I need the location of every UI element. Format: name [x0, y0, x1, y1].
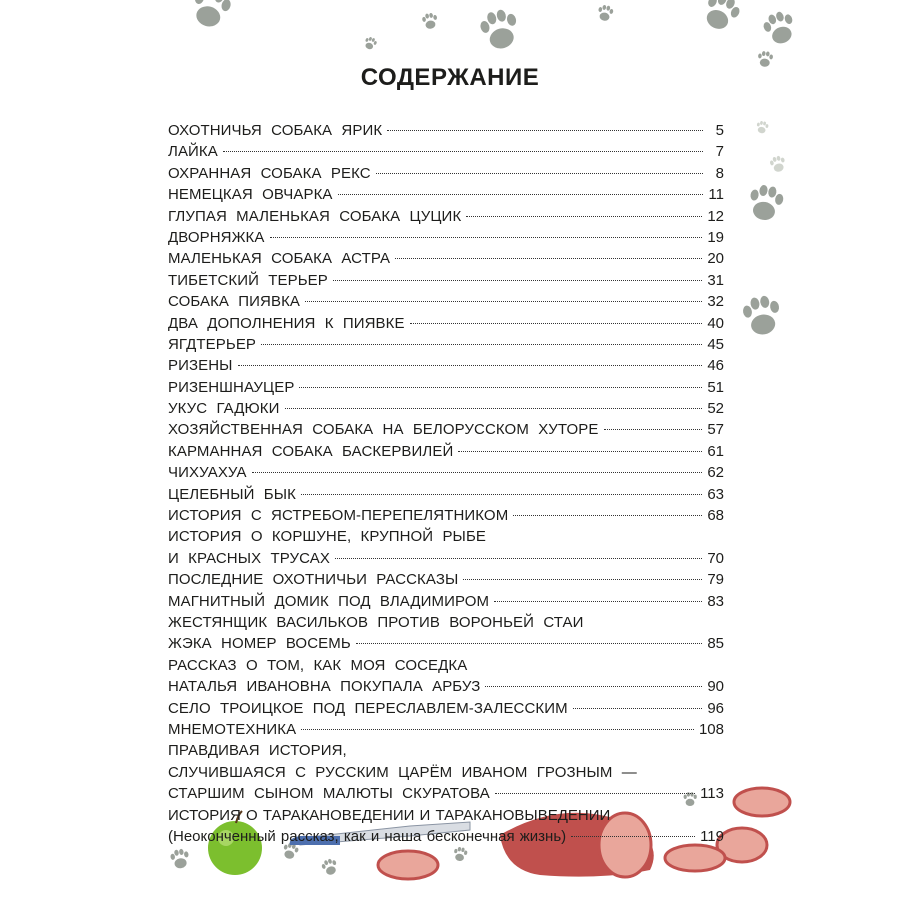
- toc-page-number: 68: [707, 507, 724, 525]
- toc-line: [168, 355, 724, 376]
- toc-line: [168, 120, 724, 141]
- toc-page-number: 51: [707, 378, 724, 396]
- toc-entry: [168, 355, 724, 376]
- toc-page-number: 40: [707, 314, 724, 332]
- toc-entry-title: ДВОРНЯЖКА: [168, 228, 265, 246]
- toc-entry-title: СТАРШИМ СЫНОМ МАЛЮТЫ СКУРАТОВА: [168, 785, 490, 803]
- toc-line: [168, 248, 724, 269]
- toc-page-number: 62: [707, 464, 724, 482]
- toc-entry-title: ЯГДТЕРЬЕР: [168, 335, 257, 353]
- toc-page-number: 57: [707, 421, 724, 439]
- dot-leader: [301, 729, 694, 730]
- toc-entry-title: МНЕМОТЕХНИКА: [168, 720, 297, 738]
- toc-line: [168, 141, 724, 162]
- toc-line: [168, 783, 724, 804]
- toc-page-number: 19: [707, 228, 724, 246]
- toc-entry: [168, 398, 724, 419]
- toc-page-number: 7: [715, 143, 724, 161]
- toc-entry-title: ЧИХУАХУА: [168, 464, 247, 482]
- toc-page-number: 31: [707, 271, 724, 289]
- toc-page-number: 12: [707, 207, 724, 225]
- dot-leader: [261, 344, 702, 345]
- dot-leader: [356, 643, 703, 644]
- dot-leader: [335, 558, 702, 559]
- paw-print-icon: [320, 857, 339, 877]
- toc-page-number: 96: [707, 699, 724, 717]
- toc-line: [168, 462, 724, 483]
- dot-leader: [395, 258, 702, 259]
- paw-print-icon: [477, 6, 522, 52]
- toc-line: [168, 441, 724, 462]
- toc-page-number: 20: [707, 250, 724, 268]
- paw-print-icon: [597, 4, 614, 22]
- toc-page-number: 90: [707, 678, 724, 696]
- toc-page-number: 11: [708, 186, 724, 204]
- toc-entry: [168, 141, 724, 162]
- toc-entry-title: ЛАЙКА: [168, 143, 218, 161]
- dot-leader: [604, 429, 703, 430]
- paw-print-icon: [760, 8, 799, 47]
- dot-leader: [513, 515, 702, 516]
- dot-leader: [285, 408, 703, 409]
- toc-line: [168, 612, 724, 633]
- toc-entry: [168, 441, 724, 462]
- dot-leader: [495, 793, 695, 794]
- toc-page-number: 61: [707, 442, 724, 460]
- dot-leader: [333, 280, 702, 281]
- toc-entry-title: РАССКАЗ О ТОМ, КАК МОЯ СОСЕДКА: [168, 656, 468, 674]
- toc-entry: [168, 805, 724, 848]
- toc-entry-title: ДВА ДОПОЛНЕНИЯ К ПИЯВКЕ: [168, 314, 405, 332]
- toc-entry: [168, 377, 724, 398]
- toc-line: [168, 206, 724, 227]
- toc-line: [168, 526, 724, 547]
- toc-page-number: 45: [707, 335, 724, 353]
- toc-entry-title: РИЗЕНЫ: [168, 357, 233, 375]
- toc-entry: [168, 484, 724, 505]
- toc-line: [168, 227, 724, 248]
- toc-entry-title: (Неоконченный рассказ, как и наша бесконечная жизнь): [168, 827, 567, 845]
- toc-page-number: 5: [715, 122, 724, 139]
- toc-entry: [168, 163, 724, 184]
- toc-entry-title: ОХОТНИЧЬЯ СОБАКА ЯРИК: [168, 122, 383, 139]
- paw-print-icon: [756, 120, 769, 134]
- paw-print-icon: [699, 0, 743, 35]
- toc-entry: [168, 505, 724, 526]
- toc-entry-title: РИЗЕНШНАУЦЕР: [168, 378, 295, 396]
- toc-entry-title: СЛУЧИВШАЯСЯ С РУССКИМ ЦАРЁМ ИВАНОМ ГРОЗНЫМ —: [168, 763, 637, 781]
- toc-line: [168, 740, 724, 761]
- paw-print-icon: [453, 846, 468, 862]
- dot-leader: [301, 494, 702, 495]
- dot-leader: [458, 451, 702, 452]
- toc-line: [168, 377, 724, 398]
- toc-line: [168, 505, 724, 526]
- toc-line: [168, 655, 724, 676]
- toc-entry-title: ТИБЕТСКИЙ ТЕРЬЕР: [168, 271, 328, 289]
- toc-entry: [168, 227, 724, 248]
- toc-line: [168, 569, 724, 590]
- toc-entry-title: УКУС ГАДЮКИ: [168, 400, 280, 418]
- toc-page-number: 70: [707, 549, 724, 567]
- toc-page-number: 8: [715, 164, 724, 182]
- toc-entry: [168, 334, 724, 355]
- toc-entry: [168, 206, 724, 227]
- toc-entry-title: ПОСЛЕДНИЕ ОХОТНИЧЬИ РАССКАЗЫ: [168, 571, 459, 589]
- toc-line: [168, 719, 724, 740]
- toc-entry-title: КАРМАННАЯ СОБАКА БАСКЕРВИЛЕЙ: [168, 442, 454, 460]
- paw-print-icon: [747, 183, 785, 223]
- dot-leader: [387, 130, 703, 131]
- toc-line: [168, 484, 724, 505]
- dot-leader: [410, 323, 703, 324]
- toc-line: [168, 633, 724, 654]
- toc-line: [168, 419, 724, 440]
- toc-entry-title: МАЛЕНЬКАЯ СОБАКА АСТРА: [168, 250, 391, 268]
- toc-entry-title: ИСТОРИЯ С ЯСТРЕБОМ-ПЕРЕПЕЛЯТНИКОМ: [168, 507, 509, 525]
- toc-line: [168, 762, 724, 783]
- toc-line: [168, 398, 724, 419]
- toc-entry: [168, 569, 724, 590]
- toc-entry: [168, 419, 724, 440]
- toc-line: [168, 548, 724, 569]
- dot-leader: [305, 301, 702, 302]
- toc-entry: [168, 655, 724, 698]
- toc-entry-title: ИСТОРИЯ О ТАРАКАНОВЕДЕНИИ И ТАРАКАНОВЫВЕДЕНИИ: [168, 806, 611, 824]
- toc-line: [168, 676, 724, 697]
- paw-print-icon: [169, 848, 190, 870]
- toc-line: [168, 698, 724, 719]
- toc-line: [168, 291, 724, 312]
- toc-entry: [168, 313, 724, 334]
- toc-line: [168, 334, 724, 355]
- paw-print-icon: [421, 12, 438, 30]
- toc-entry-title: СОБАКА ПИЯВКА: [168, 293, 301, 311]
- toc-entry: [168, 612, 724, 655]
- dot-leader: [571, 836, 695, 837]
- toc-page-number: 52: [707, 400, 724, 418]
- dot-leader: [466, 216, 702, 217]
- toc-page-number: 108: [698, 720, 724, 738]
- toc-entry: [168, 591, 724, 612]
- toc-entry-title: ЖЕСТЯНЩИК ВАСИЛЬКОВ ПРОТИВ ВОРОНЬЕЙ СТАИ: [168, 613, 584, 631]
- toc-entry: [168, 526, 724, 569]
- dot-leader: [270, 237, 703, 238]
- paw-print-icon: [363, 36, 378, 51]
- toc-entry-title: ИСТОРИЯ О КОРШУНЕ, КРУПНОЙ РЫБЕ: [168, 528, 486, 546]
- dot-leader: [238, 365, 703, 366]
- toc-entry: [168, 462, 724, 483]
- toc-entry: [168, 698, 724, 719]
- toc-entry-title: МАГНИТНЫЙ ДОМИК ПОД ВЛАДИМИРОМ: [168, 592, 490, 610]
- dot-leader: [223, 151, 703, 152]
- toc-page-number: 32: [707, 293, 724, 311]
- table-of-contents: [168, 120, 724, 847]
- toc-entry-title: СЕЛО ТРОИЦКОЕ ПОД ПЕРЕСЛАВЛЕМ-ЗАЛЕССКИМ: [168, 699, 568, 717]
- dot-leader: [299, 387, 702, 388]
- toc-entry-title: ХОЗЯЙСТВЕННАЯ СОБАКА НА БЕЛОРУССКОМ ХУТОРЕ: [168, 421, 599, 439]
- toc-entry-title: И КРАСНЫХ ТРУСАХ: [168, 549, 330, 567]
- toc-entry-title: ГЛУПАЯ МАЛЕНЬКАЯ СОБАКА ЦУЦИК: [168, 207, 462, 225]
- toc-line: [168, 184, 724, 205]
- dot-leader: [494, 601, 702, 602]
- toc-entry: [168, 184, 724, 205]
- toc-line: [168, 313, 724, 334]
- toc-page-number: 46: [707, 357, 724, 375]
- dot-leader: [573, 708, 703, 709]
- toc-entry: [168, 270, 724, 291]
- toc-page-number: 63: [707, 485, 724, 503]
- toc-line: [168, 826, 724, 847]
- toc-page-number: 119: [700, 827, 724, 845]
- dot-leader: [338, 194, 703, 195]
- dot-leader: [463, 579, 702, 580]
- toc-page-number: 79: [707, 571, 724, 589]
- toc-entry-title: НЕМЕЦКАЯ ОВЧАРКА: [168, 186, 333, 204]
- paw-print-icon: [769, 155, 787, 174]
- toc-entry: [168, 120, 724, 141]
- toc-line: [168, 163, 724, 184]
- toc-line: [168, 591, 724, 612]
- toc-entry-title: ЖЭКА НОМЕР ВОСЕМЬ: [168, 635, 351, 653]
- toc-entry: [168, 719, 724, 740]
- toc-entry-title: НАТАЛЬЯ ИВАНОВНА ПОКУПАЛА АРБУЗ: [168, 678, 481, 696]
- dot-leader: [485, 686, 702, 687]
- page-title: СОДЕРЖАНИЕ: [360, 64, 540, 91]
- toc-entry-title: ОХРАННАЯ СОБАКА РЕКС: [168, 164, 371, 182]
- dot-leader: [376, 173, 703, 174]
- toc-entry: [168, 740, 724, 804]
- toc-entry: [168, 291, 724, 312]
- toc-page-number: 85: [707, 635, 724, 653]
- toc-entry-title: ПРАВДИВАЯ ИСТОРИЯ,: [168, 742, 347, 760]
- toc-entry-title: ЦЕЛЕБНЫЙ БЫК: [168, 485, 296, 503]
- toc-page-number: 83: [707, 592, 724, 610]
- toc-entry: [168, 248, 724, 269]
- dot-leader: [252, 472, 703, 473]
- toc-page-number: 113: [700, 785, 724, 803]
- paw-print-icon: [189, 0, 234, 31]
- paw-print-icon: [741, 294, 783, 338]
- toc-line: [168, 270, 724, 291]
- toc-line: [168, 805, 724, 826]
